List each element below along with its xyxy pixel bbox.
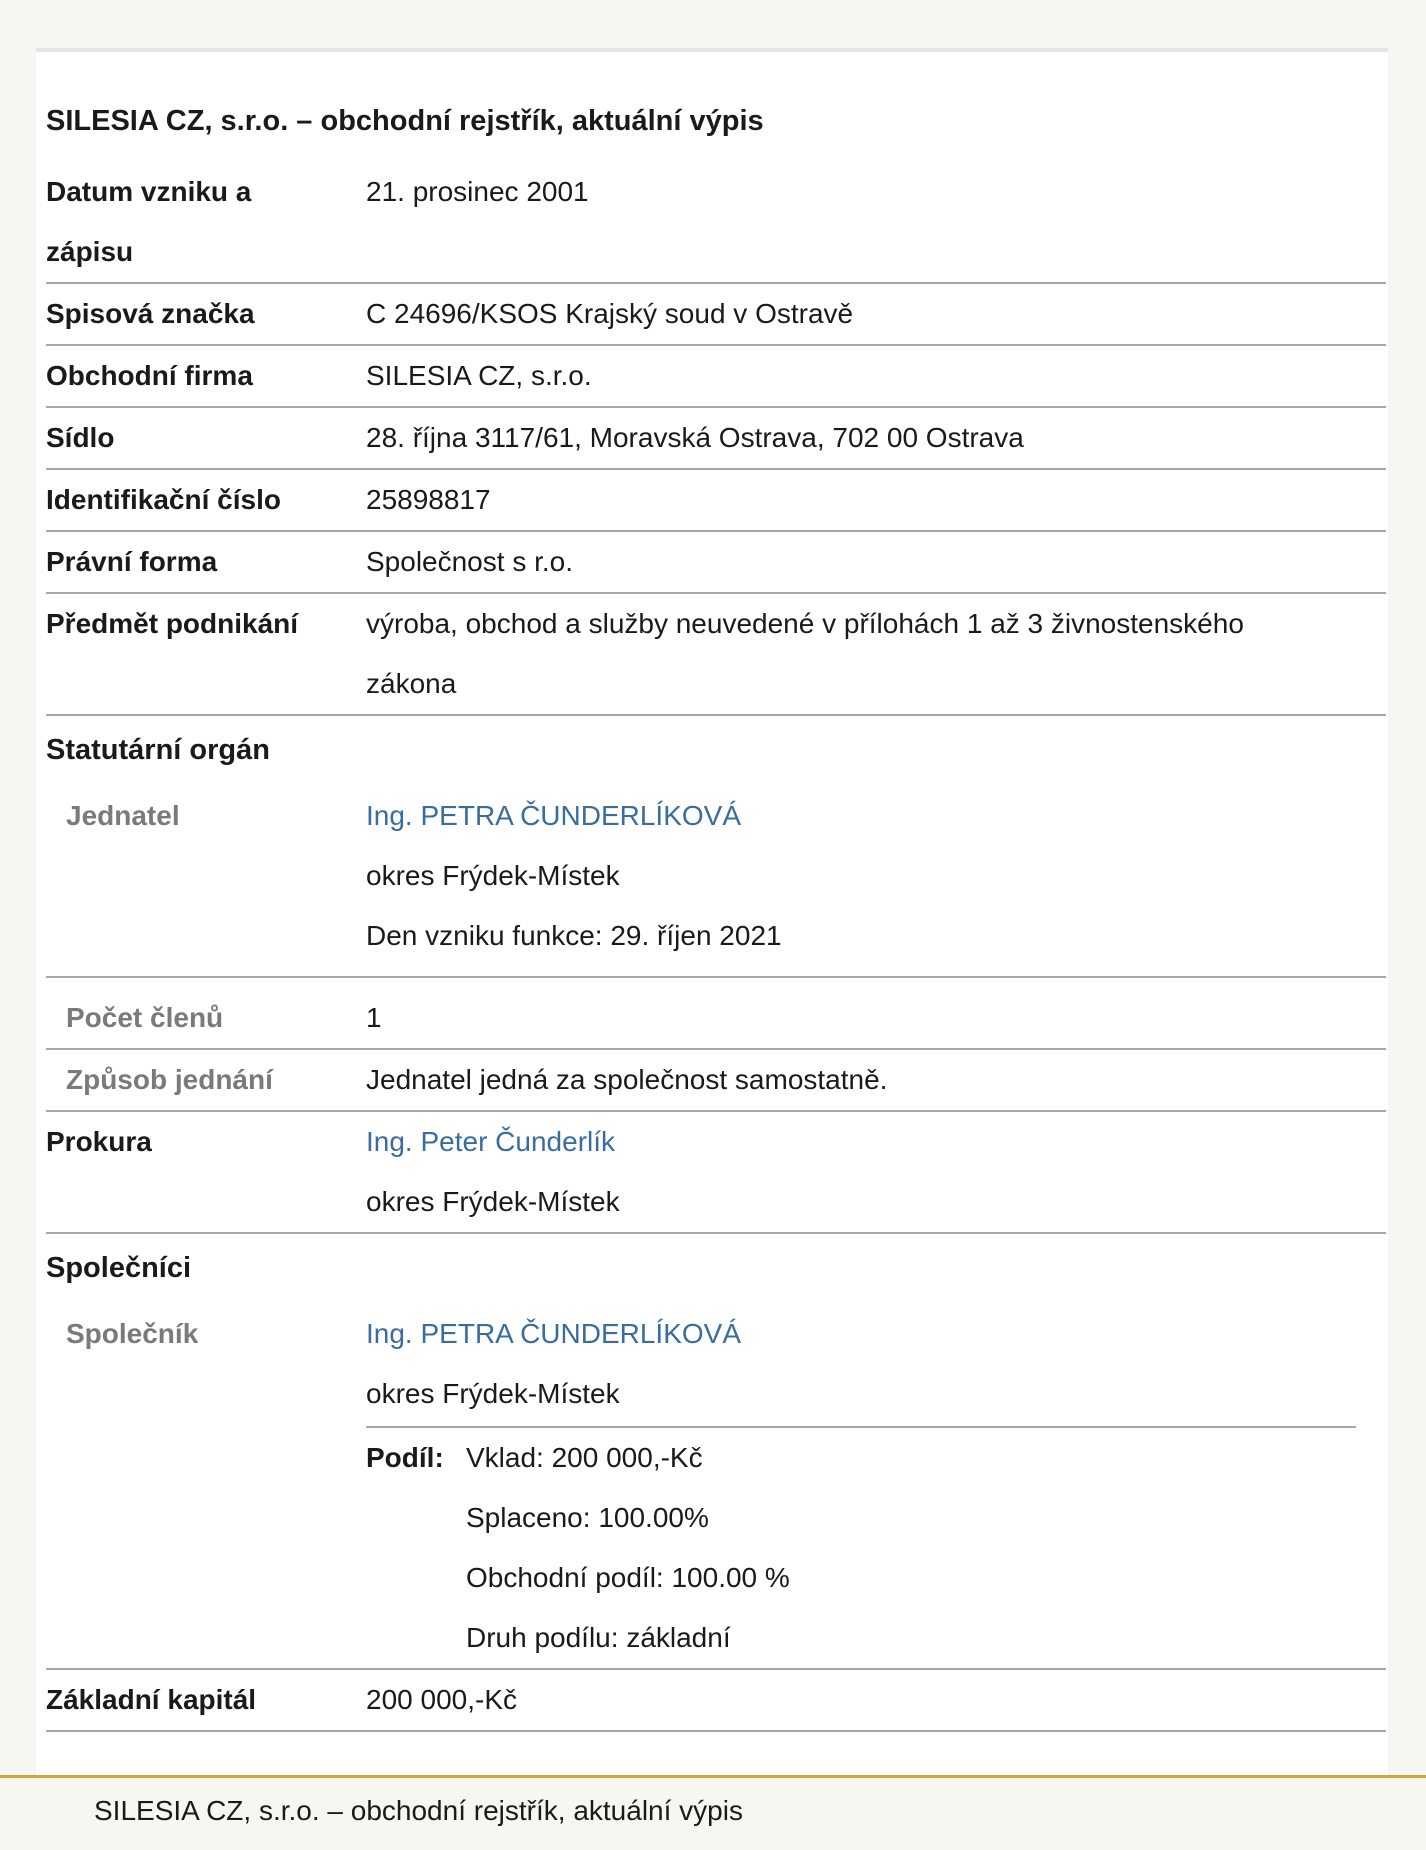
footer-title: SILESIA CZ, s.r.o. – obchodní rejstřík, aktuální výpis [94,1795,743,1826]
row-label: Identifikační číslo [46,484,281,515]
row-jednatel [46,786,1386,978]
register-page [36,48,1388,1776]
row-label: Předmět podnikání [46,608,299,639]
row-sidlo [46,408,1386,470]
row-label: Obchodní firma [46,360,253,391]
podil-values: Vklad: 200 000,-Kč Splaceno: 100.00% Obchodní podíl: 100.00 % Druh podílu: základní [466,1442,790,1653]
row-zakladni-kapital [46,1670,1386,1732]
row-label: Spisová značka [46,298,255,329]
row-pocet-clenu [46,978,1386,1050]
row-value: Jednatel jedná za společnost samostatně. [366,1064,888,1095]
podil-block [366,1426,1356,1668]
row-value: Společnost s r.o. [366,546,574,577]
row-obchodni-firma [46,346,1386,408]
row-label: Sídlo [46,422,115,453]
row-label: Způsob jednání [66,1064,273,1095]
row-value: výroba, obchod a služby neuvedené v přílohách 1 až 3 živnostenského zákona [366,608,1244,699]
person-link-jednatel[interactable]: Ing. PETRA ČUNDERLÍKOVÁ [366,800,742,831]
row-label: Prokura [46,1126,152,1157]
row-value: 25898817 [366,484,491,515]
row-datum-vzniku [46,162,1386,284]
row-label: Datum vzniku a zápisu [46,176,252,267]
section-heading-spolecnici: Společníci [46,1252,192,1284]
footer-divider [0,1775,1426,1778]
page-title: SILESIA CZ, s.r.o. – obchodní rejstřík, aktuální výpis [46,105,764,137]
row-value: 1 [366,1002,382,1033]
row-value: 28. října 3117/61, Moravská Ostrava, 702 00 Ostrava [366,422,1024,453]
register-table [46,162,1386,1732]
row-spisova-znacka [46,284,1386,346]
row-prokura [46,1112,1386,1234]
row-value: 200 000,-Kč [366,1684,517,1715]
podil-label: Podíl: [366,1442,444,1473]
row-zpusob-jednani [46,1050,1386,1112]
row-label: Základní kapitál [46,1684,257,1715]
row-ico [46,470,1386,532]
row-label: Právní forma [46,546,218,577]
row-value: SILESIA CZ, s.r.o. [366,360,592,391]
row-label: Jednatel [66,800,180,831]
row-value: Ing. PETRA ČUNDERLÍKOVÁ okres Frýdek-Místek Den vzniku funkce: 29. říjen 2021 [366,786,1386,966]
row-predmet-podnikani [46,594,1386,716]
row-spolecnik [46,1304,1386,1670]
person-link-prokura[interactable]: Ing. Peter Čunderlík [366,1126,616,1157]
person-link-spolecnik[interactable]: Ing. PETRA ČUNDERLÍKOVÁ [366,1318,742,1349]
row-label: Počet členů [66,1002,224,1033]
row-value: Ing. PETRA ČUNDERLÍKOVÁ okres Frýdek-Místek Podíl: Vklad: 200 000,-Kč Splaceno: 100.00% Obchodní podíl: 100.00 % Druh podílu: základní [366,1304,1386,1668]
row-pravni-forma [46,532,1386,594]
row-value: C 24696/KSOS Krajský soud v Ostravě [366,298,854,329]
section-heading-statutarni: Statutární orgán [46,734,270,766]
row-value: Ing. Peter Čunderlík okres Frýdek-Místek [366,1112,1386,1232]
row-value: 21. prosinec 2001 [366,176,589,207]
row-label: Společník [66,1318,199,1349]
